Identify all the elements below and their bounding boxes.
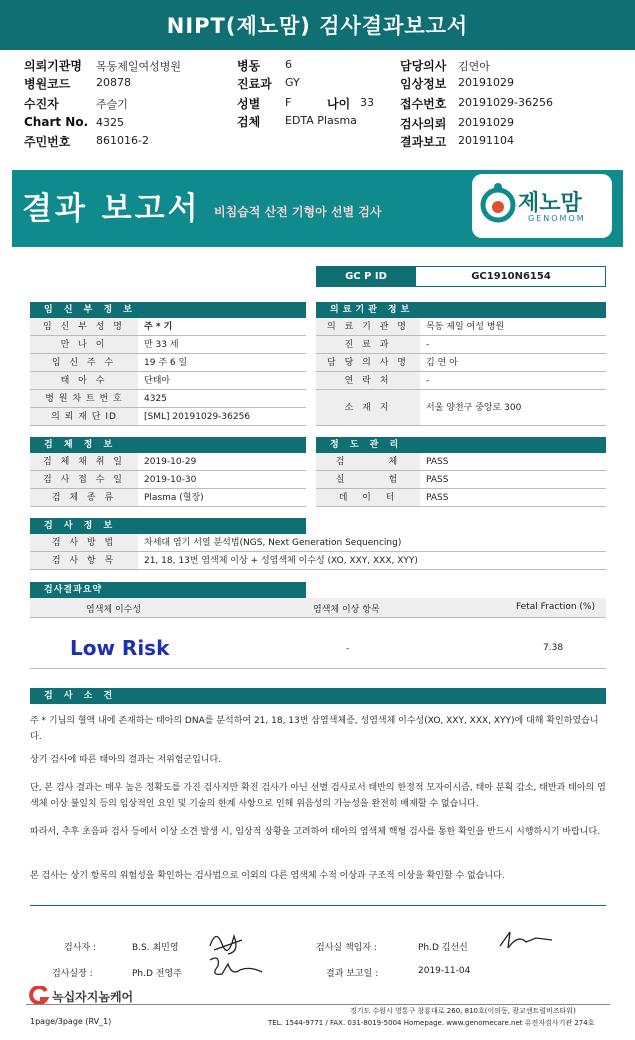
row-key: 의 뢰 재 단 ID [30, 408, 138, 426]
page-indicator: 1page/3page (RV_1) [30, 1017, 112, 1026]
lab-head-signature [496, 928, 556, 952]
table-row [316, 354, 606, 372]
header-value: 6 [285, 58, 292, 71]
section-header: 의료기관 정보 [316, 302, 606, 318]
table-row [316, 336, 606, 354]
banner-subtitle: 비침습적 산전 기형아 선별 검사 [214, 205, 382, 219]
row-key: 검 사 방 법 [30, 534, 138, 552]
header-key: 임상정보 [400, 77, 447, 91]
row-key: 검 사 항 목 [30, 552, 138, 570]
table-row [30, 354, 306, 372]
header-value: 20191104 [458, 134, 514, 147]
table-row [316, 390, 606, 426]
test-info-section [30, 518, 606, 570]
header-value: GY [285, 76, 300, 89]
row-value: 19 주 6 일 [138, 354, 306, 372]
signature-divider [30, 905, 606, 906]
row-key: 검 사 접 수 일 [30, 471, 138, 489]
row-key: 연 락 처 [316, 372, 420, 390]
fetal-fraction-value: 7.38 [543, 643, 564, 653]
table-row [30, 390, 306, 408]
row-value: PASS [420, 489, 606, 507]
director-label: 검사실장 : [52, 969, 93, 979]
summary-col-fetal-fraction: Fetal Fraction (%) [516, 602, 595, 612]
section-header: 검사결과요약 [30, 582, 306, 598]
row-key: 검 체 종 류 [30, 489, 138, 507]
tester-label: 검사자 : [64, 943, 96, 953]
table-row [30, 552, 606, 570]
row-key: 담 당 의 사 명 [316, 354, 420, 372]
row-value: Plasma (혈장) [138, 489, 306, 507]
row-key: 의 료 기 관 명 [316, 318, 420, 336]
header-key: 의뢰기관명 [24, 59, 82, 73]
table-row [30, 318, 306, 336]
header-value: 4325 [96, 116, 124, 129]
company-name: 녹십자지놈케어 [52, 990, 134, 1004]
opinion-paragraph: 본 검사는 상기 항목의 위험성을 확인하는 검사법으로 이외의 다른 염색체 수적 이상과 구조적 이상을 확인할 수 없습니다. [30, 871, 505, 881]
row-value: - [420, 336, 606, 354]
lab-head-name: Ph.D 김선신 [418, 943, 468, 953]
table-row [30, 489, 306, 507]
table-row [30, 336, 306, 354]
tester-name: B.S. 최민영 [132, 943, 179, 953]
table-row [316, 372, 606, 390]
summary-col-abnormal: 염색체 이상 항목 [313, 605, 380, 615]
gcpid-value: GC1910N6154 [471, 271, 551, 282]
row-key: 검 체 채 취 일 [30, 453, 138, 471]
header-value: 목동제일여성병원 [96, 60, 182, 73]
header-value: 20191029 [458, 116, 514, 129]
row-value: 4325 [138, 390, 306, 408]
header-key: 병동 [237, 59, 261, 73]
header-value: 주슬기 [96, 98, 128, 111]
header-key: 나이 [327, 97, 351, 111]
section-header: 검 사 정 보 [30, 518, 306, 534]
header-value: 20191029 [458, 76, 514, 89]
header-key: 주민번호 [24, 135, 71, 149]
gcpid-label: GC P ID [316, 266, 416, 287]
row-value: 2019-10-30 [138, 471, 306, 489]
logo-text: 제노맘 [518, 191, 582, 216]
header-key: Chart No. [24, 115, 89, 129]
header-value: 861016-2 [96, 134, 149, 147]
genomom-logo-icon [480, 180, 516, 230]
row-key: 진 료 과 [316, 336, 420, 354]
row-value: PASS [420, 471, 606, 489]
summary-col-aneuploidy: 염색체 이수성 [86, 605, 142, 615]
row-key: 임 신 주 수 [30, 354, 138, 372]
specimen-info-section [30, 437, 306, 507]
row-value: PASS [420, 453, 606, 471]
section-header: 임 신 부 정 보 [30, 302, 306, 318]
patient-header [0, 50, 635, 163]
row-key: 소 재 지 [316, 390, 420, 426]
table-row [30, 471, 306, 489]
section-header: 검 체 정 보 [30, 437, 306, 453]
footer-divider [26, 1004, 610, 1005]
row-value: 목동 제일 여성 병원 [420, 318, 606, 336]
header-key: 검사의뢰 [400, 117, 447, 131]
table-row [30, 534, 606, 552]
row-value: 21, 18, 13번 염색체 이상 + 성염색체 이수성 (XO, XXY, XXX, XYY) [138, 552, 606, 570]
header-value: 20191029-36256 [458, 96, 553, 109]
table-row [30, 408, 306, 426]
header-value: 33 [360, 96, 374, 109]
summary-section [30, 582, 306, 598]
report-date-value: 2019-11-04 [418, 966, 471, 976]
abnormal-value: - [346, 644, 350, 654]
header-key: 검체 [237, 115, 261, 129]
table-row [30, 372, 306, 390]
company-address: 경기도 수원시 영통구 창룡대로 260, 810호(이의동, 광교센트럴비즈타워) [350, 1007, 576, 1015]
row-key: 만 나 이 [30, 336, 138, 354]
company-logo-icon [26, 986, 50, 1004]
lab-head-label: 검사실 책임자 : [316, 943, 377, 953]
banner-title: 결과 보고서 [22, 191, 201, 227]
header-key: 성별 [237, 97, 261, 111]
row-value: - [420, 372, 606, 390]
director-signature [206, 954, 266, 982]
header-key: 접수번호 [400, 97, 447, 111]
row-value: 주 * 기 [138, 318, 306, 336]
row-key: 실 험 [316, 471, 420, 489]
table-row [30, 453, 306, 471]
row-key: 임 신 부 성 명 [30, 318, 138, 336]
opinion-section [30, 688, 606, 704]
row-value: 차세대 염기 서열 분석법(NGS, Next Generation Sequencing) [138, 534, 606, 552]
header-value: 20878 [96, 76, 131, 89]
row-value: 김 연 아 [420, 354, 606, 372]
opinion-paragraph: 따라서, 추후 초음파 검사 등에서 이상 소견 발생 시, 임상적 상황을 고려하여 태아의 염색체 핵형 검사를 통한 확인을 반드시 시행하시기 바랍니다. [30, 827, 601, 837]
section-header: 정 도 관 리 [316, 437, 606, 453]
row-value: 만 33 세 [138, 336, 306, 354]
summary-divider [30, 668, 606, 669]
row-key: 병 원 차 트 번 호 [30, 390, 138, 408]
header-value: F [285, 96, 292, 109]
header-value: EDTA Plasma [285, 114, 357, 127]
header-key: 수진자 [24, 97, 59, 111]
pregnant-info-section [30, 302, 306, 426]
qc-section [316, 437, 606, 507]
header-value: 김연아 [458, 60, 490, 73]
report-date-label: 결과 보고일 : [326, 969, 379, 979]
row-key: 데 이 터 [316, 489, 420, 507]
opinion-paragraph: 주 * 기님의 혈액 내에 존재하는 태아의 DNA를 분석하여 21, 18, 13번 삼염색체증, 성염색체 이수성(XO, XXY, XXX, XYY)에 대해 확인하였습니다. [30, 716, 599, 742]
opinion-paragraph: 상기 검사에 따른 태아의 결과는 저위험군입니다. [30, 755, 222, 765]
row-value: [SML] 20191029-36256 [138, 408, 306, 426]
table-row [316, 471, 606, 489]
document-title: NIPT(제노맘) 검사결과보고서 [0, 0, 635, 50]
header-key: 담당의사 [400, 59, 447, 73]
row-key: 태 아 수 [30, 372, 138, 390]
row-key: 검 체 [316, 453, 420, 471]
logo-subtext: GENOMOM [528, 214, 586, 223]
table-row [316, 453, 606, 471]
section-header: 검 사 소 견 [30, 688, 606, 704]
row-value: 2019-10-29 [138, 453, 306, 471]
risk-result: Low Risk [70, 636, 170, 660]
opinion-paragraph: 단, 본 검사 결과는 매우 높은 정확도를 가진 검사지만 확진 검사가 아닌 선별 검사로서 태반의 한정적 모자이시즘, 태아 분획 감소, 태반과 태아의 염색체 이상 불일치 등의 임상적인 요인 및 기술의 한계 사항으로 인해 위음성의 가능성을 완전히 배제할 수 없습니다. [30, 783, 606, 809]
header-key: 결과보고 [400, 135, 447, 149]
director-name: Ph.D 전영주 [132, 969, 182, 979]
institution-info-section [316, 302, 606, 426]
company-contact: TEL. 1544-9771 / FAX. 031-8019-5004 Homepage. www.genomecare.net 유전자검사기관 274호 [268, 1019, 595, 1027]
row-value: 서울 양천구 중앙로 300 [420, 390, 606, 426]
header-key: 병원코드 [24, 77, 71, 91]
table-row [316, 489, 606, 507]
header-key: 진료과 [237, 77, 272, 91]
row-value: 단태아 [138, 372, 306, 390]
table-row [316, 318, 606, 336]
